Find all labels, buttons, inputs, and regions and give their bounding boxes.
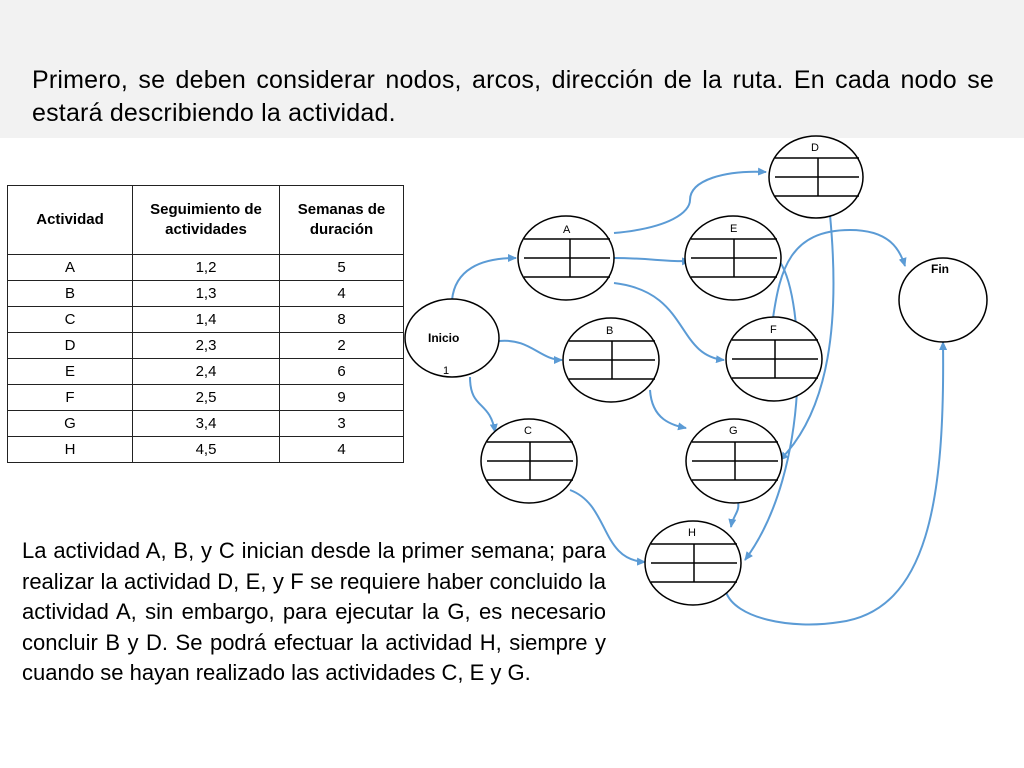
cell-weeks: 5	[280, 255, 404, 281]
arrow-g-h	[731, 502, 738, 527]
node-b	[563, 318, 659, 402]
fin-label: Fin	[931, 262, 949, 276]
node-h-label: H	[688, 527, 696, 539]
header-semanas: Semanas de duración	[280, 186, 404, 255]
cell-sequence: 4,5	[133, 437, 280, 463]
cell-activity: E	[8, 359, 133, 385]
cell-activity: D	[8, 333, 133, 359]
cell-activity: A	[8, 255, 133, 281]
inicio-number: 1	[443, 365, 450, 377]
node-a-label: A	[563, 224, 571, 236]
node-e-label: E	[730, 223, 738, 235]
node-c-label: C	[524, 425, 532, 437]
cell-activity: F	[8, 385, 133, 411]
node-f	[726, 317, 822, 401]
node-fin	[899, 258, 987, 342]
node-d-label: D	[811, 142, 819, 154]
node-a	[518, 216, 614, 300]
node-c	[481, 419, 577, 503]
cell-activity: H	[8, 437, 133, 463]
arrow-inicio-a	[452, 258, 516, 300]
cell-weeks: 2	[280, 333, 404, 359]
node-g	[686, 419, 782, 503]
cell-sequence: 2,3	[133, 333, 280, 359]
cell-sequence: 3,4	[133, 411, 280, 437]
cell-activity: B	[8, 281, 133, 307]
arrow-inicio-b	[499, 341, 562, 360]
node-b-label: B	[606, 325, 614, 337]
node-f-label: F	[770, 324, 777, 336]
cell-sequence: 1,2	[133, 255, 280, 281]
cell-sequence: 2,4	[133, 359, 280, 385]
header-actividad: Actividad	[8, 186, 133, 255]
node-inicio	[405, 299, 499, 377]
cell-sequence: 1,4	[133, 307, 280, 333]
cell-weeks: 8	[280, 307, 404, 333]
node-e	[685, 216, 781, 300]
cell-sequence: 2,5	[133, 385, 280, 411]
node-h	[645, 521, 741, 605]
description-paragraph: La actividad A, B, y C inician desde la primer semana; para realizar la actividad D, E, y F se requiere haber concluido la actividad A, sin embargo, para ejecutar la G, es necesario concluir B y D. Se podrá efectuar la actividad H, siempre y cuando se hayan realizado las actividades C, E y G.	[22, 538, 606, 685]
cell-weeks: 4	[280, 281, 404, 307]
arrow-inicio-c	[470, 377, 495, 432]
slide-title: Primero, se deben considerar nodos, arcos, dirección de la ruta. En cada nodo se estará describiendo la actividad.	[32, 66, 994, 127]
arrow-a-e	[614, 258, 690, 261]
cell-sequence: 1,3	[133, 281, 280, 307]
inicio-label: Inicio	[428, 331, 460, 345]
cell-weeks: 4	[280, 437, 404, 463]
cell-weeks: 9	[280, 385, 404, 411]
cell-activity: C	[8, 307, 133, 333]
arrow-e-h	[745, 262, 798, 560]
cell-weeks: 6	[280, 359, 404, 385]
header-seguimiento: Seguimiento de actividades	[133, 186, 280, 255]
arrow-b-g	[650, 390, 686, 428]
cell-activity: G	[8, 411, 133, 437]
node-g-label: G	[729, 425, 738, 437]
node-d	[769, 136, 863, 218]
cell-weeks: 3	[280, 411, 404, 437]
